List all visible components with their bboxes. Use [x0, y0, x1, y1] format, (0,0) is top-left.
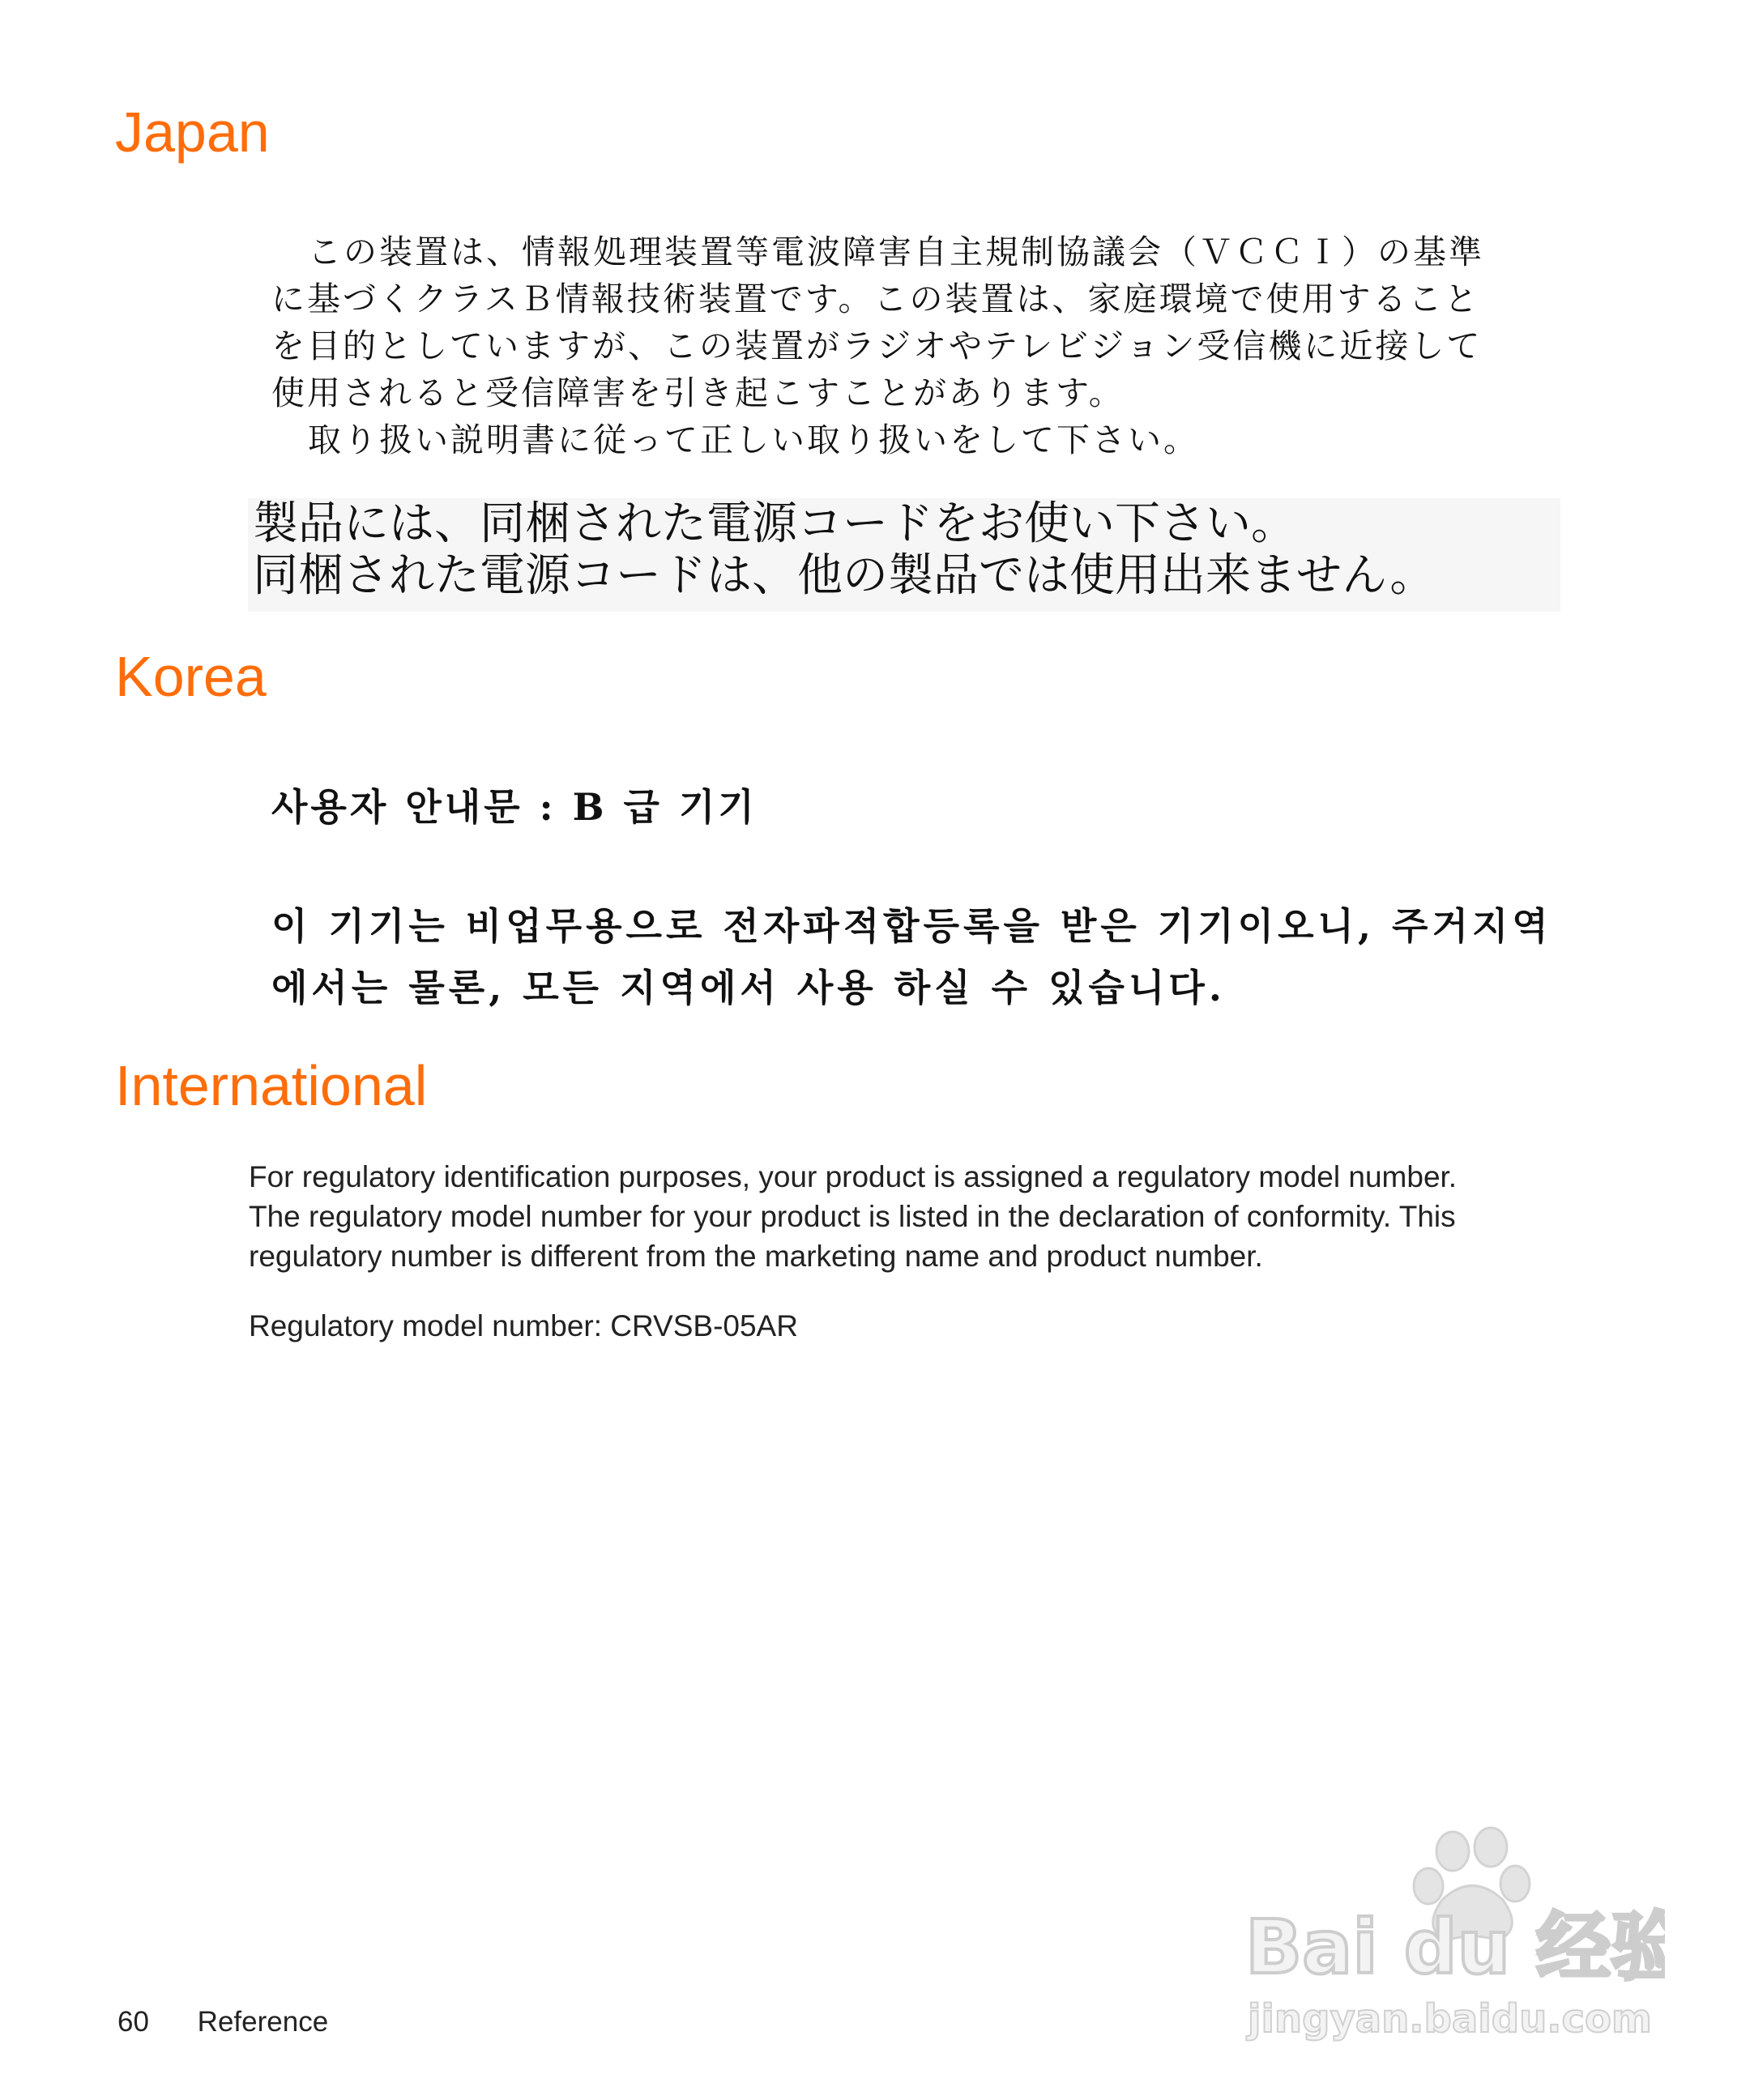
baidu-paw-logo-icon [1244, 1823, 1665, 2050]
vcci-line: この装置は、情報処理装置等電波障害自主規制協議会（ＶＣＣＩ）の基準 [308, 233, 1484, 271]
heading-japan: Japan [115, 100, 270, 164]
international-line: The regulatory model number for your product is listed in the declaration of conformity. This [249, 1200, 1456, 1233]
vcci-notice [271, 228, 1552, 463]
korea-notice-line: 이 기기는 비업무용으로 전자파적합등록을 받은 기기이오니, 주거지역 [271, 904, 1552, 948]
korea-notice-line: 에서는 물론, 모든 지역에서 사용 하실 수 있습니다. [271, 966, 1226, 1009]
footer-section-label: Reference [197, 2006, 329, 2038]
korea-notice-title: 사용자 안내문 : B 급 기기 [271, 785, 758, 829]
power-cord-notice [248, 498, 1560, 612]
vcci-line: 使用されると受信障害を引き起こすことがあります。 [271, 373, 1125, 412]
watermark-brand-text: Bai du 经验 [1245, 1904, 1665, 1991]
international-paragraph [249, 1157, 1561, 1276]
baidu-watermark [1244, 1823, 1665, 2050]
international-line: regulatory number is different from the marketing name and product number. [249, 1240, 1263, 1273]
power-cord-line: 同梱された電源コードは、他の製品では使用出来ません。 [253, 549, 1436, 602]
regulatory-model-number: Regulatory model number: CRVSB-05AR [249, 1309, 798, 1342]
international-line: For regulatory identification purposes, your product is assigned a regulatory model number. [249, 1160, 1458, 1193]
heading-korea: Korea [115, 645, 267, 708]
vcci-line: を目的としていますが、この装置がラジオやテレビジョン受信機に近接して [271, 327, 1483, 365]
korea-notice-body [271, 895, 1584, 1018]
vcci-line: 取り扱い説明書に従って正しい取り扱いをして下さい。 [308, 420, 1199, 459]
watermark-url: jingyan.baidu.com [1248, 1996, 1652, 2042]
page-footer [117, 2006, 328, 2038]
page-number: 60 [117, 2006, 149, 2038]
vcci-line: に基づくクラスＢ情報技術装置です。この装置は、家庭環境で使用すること [271, 280, 1480, 318]
power-cord-line: 製品には、同梱された電源コードをお使い下さい。 [253, 497, 1296, 550]
heading-international: International [115, 1054, 428, 1117]
